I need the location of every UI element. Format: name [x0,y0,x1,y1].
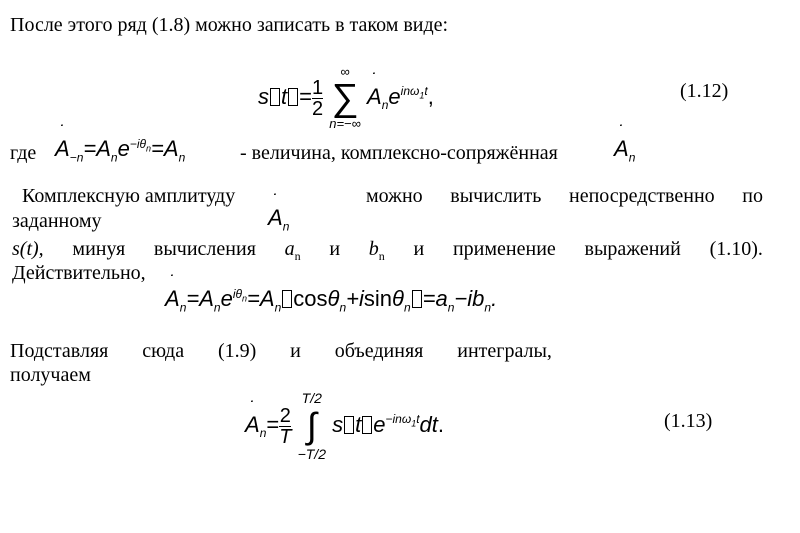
p3-w5: интегралы, [457,340,552,362]
amplitude-symbol-2: ˙ $A_n$ [268,205,289,233]
p2-line3 [12,238,763,264]
conjugate-formula: ˙ $A_{-n}=A_ne^{-i\theta_n}=A_n$ [55,136,185,164]
p2-line1-b: можно вычислить непосредственно по [366,185,763,207]
p2-w4: и [329,238,341,260]
p3-w3: и [290,340,301,362]
p2-w9: (1.10). [709,238,763,260]
p2-w2: вычисления [153,238,256,260]
p2-w3: $a_n$ [284,238,301,263]
p2-w7: применение [452,238,556,260]
p2-w6: и [413,238,425,260]
where-word: где [10,142,37,164]
p2-line2: заданному [12,210,102,232]
p2-w0: s(t), [12,238,44,260]
equation-number-1-12: (1.12) [680,80,729,102]
amplitude-symbol-1: ˙ $A_n$ [614,136,635,164]
p2-w8: выражений [584,238,681,260]
p2-line4: Действительно, [12,262,146,284]
p3-w2: (1.9) [217,340,257,362]
p3-line2: получаем [10,364,91,386]
p2-w1: минуя [72,238,126,260]
equation-1-13: ˙ $A_n=$ $\frac{2}{T}$ T/2 ∫ −T/2 s t $e^{-in\omega_1t}dt$. [245,390,444,462]
intro-line: После этого ряд (1.8) можно записать в таком виде: [10,14,449,36]
p3-w1: сюда [142,340,185,362]
equation-number-1-13: (1.13) [664,410,713,432]
euler-expansion-formula: ˙ $A_n=A_ne^{i\theta_n}=A_n$ $\cos\theta_n+isin\theta_n =a_n-ib_n$. [165,286,497,314]
p3-line1 [10,340,552,363]
p2-line1-a: Комплексную амплитуду [22,185,236,207]
conjugate-description: - величина, комплексно-сопряжённая [240,142,558,164]
p2-w5: $b_n$ [368,238,385,263]
equation-1-12: s t = $\frac{1}{2}$ ∞ ∑ n=−∞ ˙ $A_ne^{in\omega_1t}$, [258,65,434,131]
p3-w4: объединяя [334,340,424,362]
p3-w0: Подставляя [10,340,109,362]
